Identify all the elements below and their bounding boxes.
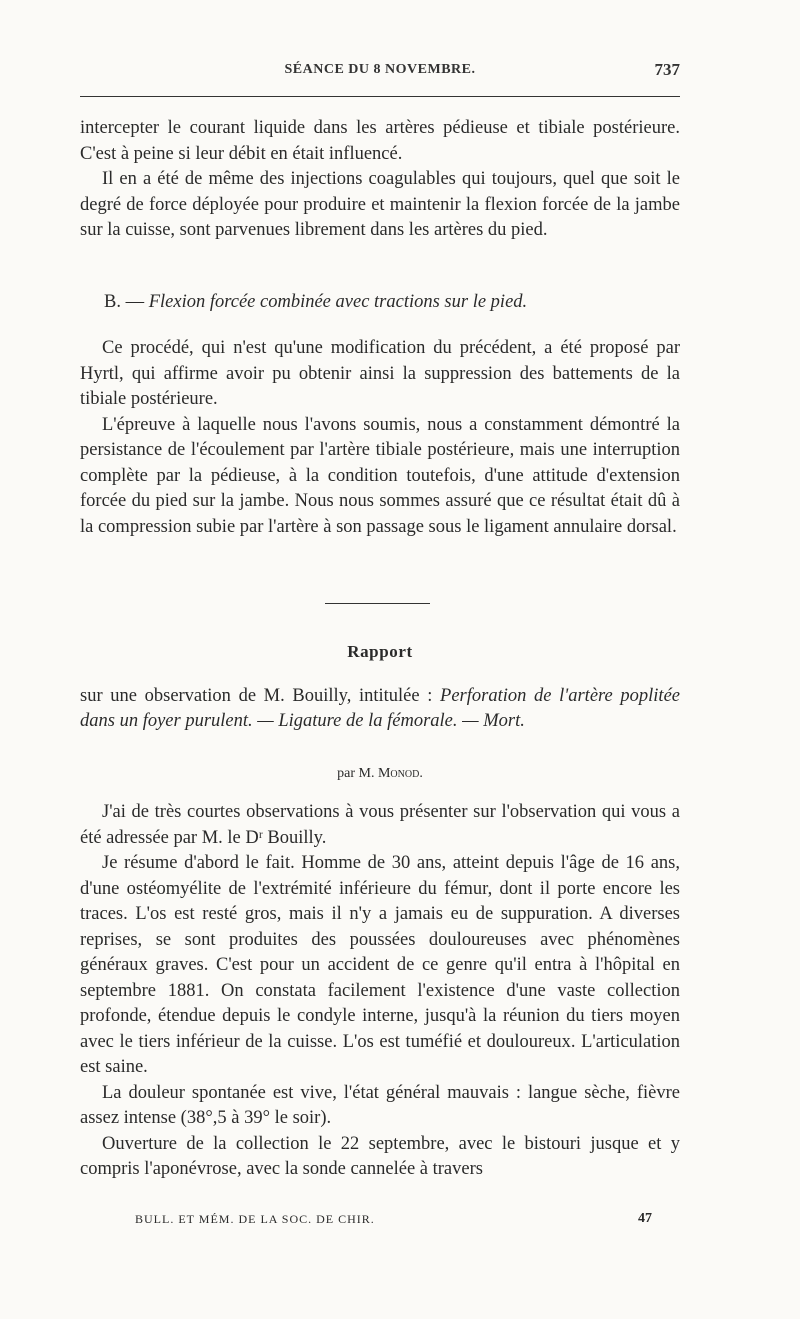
paragraph-procede: Ce procédé, qui n'est qu'une modification du précédent, a été proposé par Hyrtl, qui affirme avoir pu obtenir ainsi la suppression des battements de la tibiale postérieure. — [80, 338, 680, 409]
page-number: 737 — [654, 60, 680, 79]
running-head-title: SÉANCE DU 8 NOVEMBRE. — [284, 62, 476, 77]
paragraph-epreuve: L'épreuve à laquelle nous l'avons soumis, nous a constamment démontré la persistance de l'écoulement par l'artère tibiale postérieure, mais une interruption complète par la pédieuse, à la condition toutefois, d'une attitude d'extension forcée du pied sur la jambe. Nous nous sommes assuré que ce résultat était dû à la compression subie par l'artère à son passage sous le ligament annulaire dorsal. — [80, 414, 680, 537]
running-head — [80, 62, 680, 84]
paragraph-injections: Il en a été de même des injections coagulables qui toujours, quel que soit le degré de force déployée pour produire et maintenir la flexion forcée de la jambe sur la cuisse, sont parvenues librement dans les artères du pied. — [80, 169, 680, 240]
rapport-title-prefix: sur une observation de M. Bouilly, intitulée : — [80, 686, 441, 706]
section-b-title: Flexion forcée combinée avec tractions sur le pied. — [148, 292, 528, 312]
byline-prefix: par M. — [337, 766, 378, 781]
paragraph-resume: Je résume d'abord le fait. Homme de 30 ans, atteint depuis l'âge de 16 ans, d'une ostéomyélite de l'extrémité inférieure du fémur, dont il porte encore les traces. L'os est resté gros, mais il n'y a jamais eu de suppuration. A diverses reprises, se sont produites des poussées douloureuses avec phénomènes généraux graves. C'est pour un accident de ce genre qu'il entra à l'hôpital en septembre 1881. On constata facilement l'existence d'une vaste collection profonde, étendue depuis le condyle interne, jusqu'à la réunion du tiers moyen avec le tiers inférieur de la cuisse. L'os est tuméfié et douloureux. L'articulation est saine. — [80, 853, 680, 1077]
header-rule — [80, 96, 680, 97]
body-continuation — [80, 116, 680, 244]
section-b-heading — [80, 290, 680, 314]
rapport-body — [80, 800, 680, 1183]
section-b-body — [80, 336, 680, 540]
section-separator-rule — [325, 603, 430, 604]
section-b-prefix: B. — — [104, 292, 149, 312]
paragraph-continued: intercepter le courant liquide dans les artères pédieuse et tibiale postérieure. C'est à peine si leur débit en était influencé. — [80, 118, 680, 164]
page-footer — [80, 1212, 680, 1232]
rapport-title — [80, 684, 680, 734]
rapport-title-italic: Perforation de l'artère poplitée dans un foyer purulent. — Ligature de la fémorale. — Mort. — [80, 686, 680, 731]
rapport-title-block — [80, 684, 680, 734]
paragraph-intro: J'ai de très courtes observations à vous présenter sur l'observation qui vous a été adressée par M. le Dʳ Bouilly. — [80, 802, 680, 848]
rapport-heading: Rapport — [347, 642, 413, 661]
footer-journal: BULL. ET MÉM. DE LA SOC. DE CHIR. — [135, 1212, 375, 1226]
byline-author: Monod. — [377, 766, 423, 781]
paragraph-douleur: La douleur spontanée est vive, l'état général mauvais : langue sèche, fièvre assez intense (38°,5 à 39° le soir). — [80, 1082, 680, 1128]
paragraph-ouverture: Ouverture de la collection le 22 septembre, avec le bistouri jusque et y compris l'aponévrose, avec la sonde cannelée à travers — [80, 1133, 680, 1179]
byline — [80, 766, 680, 782]
footer-signature: 47 — [638, 1211, 652, 1226]
section-b-heading-block — [80, 290, 680, 314]
